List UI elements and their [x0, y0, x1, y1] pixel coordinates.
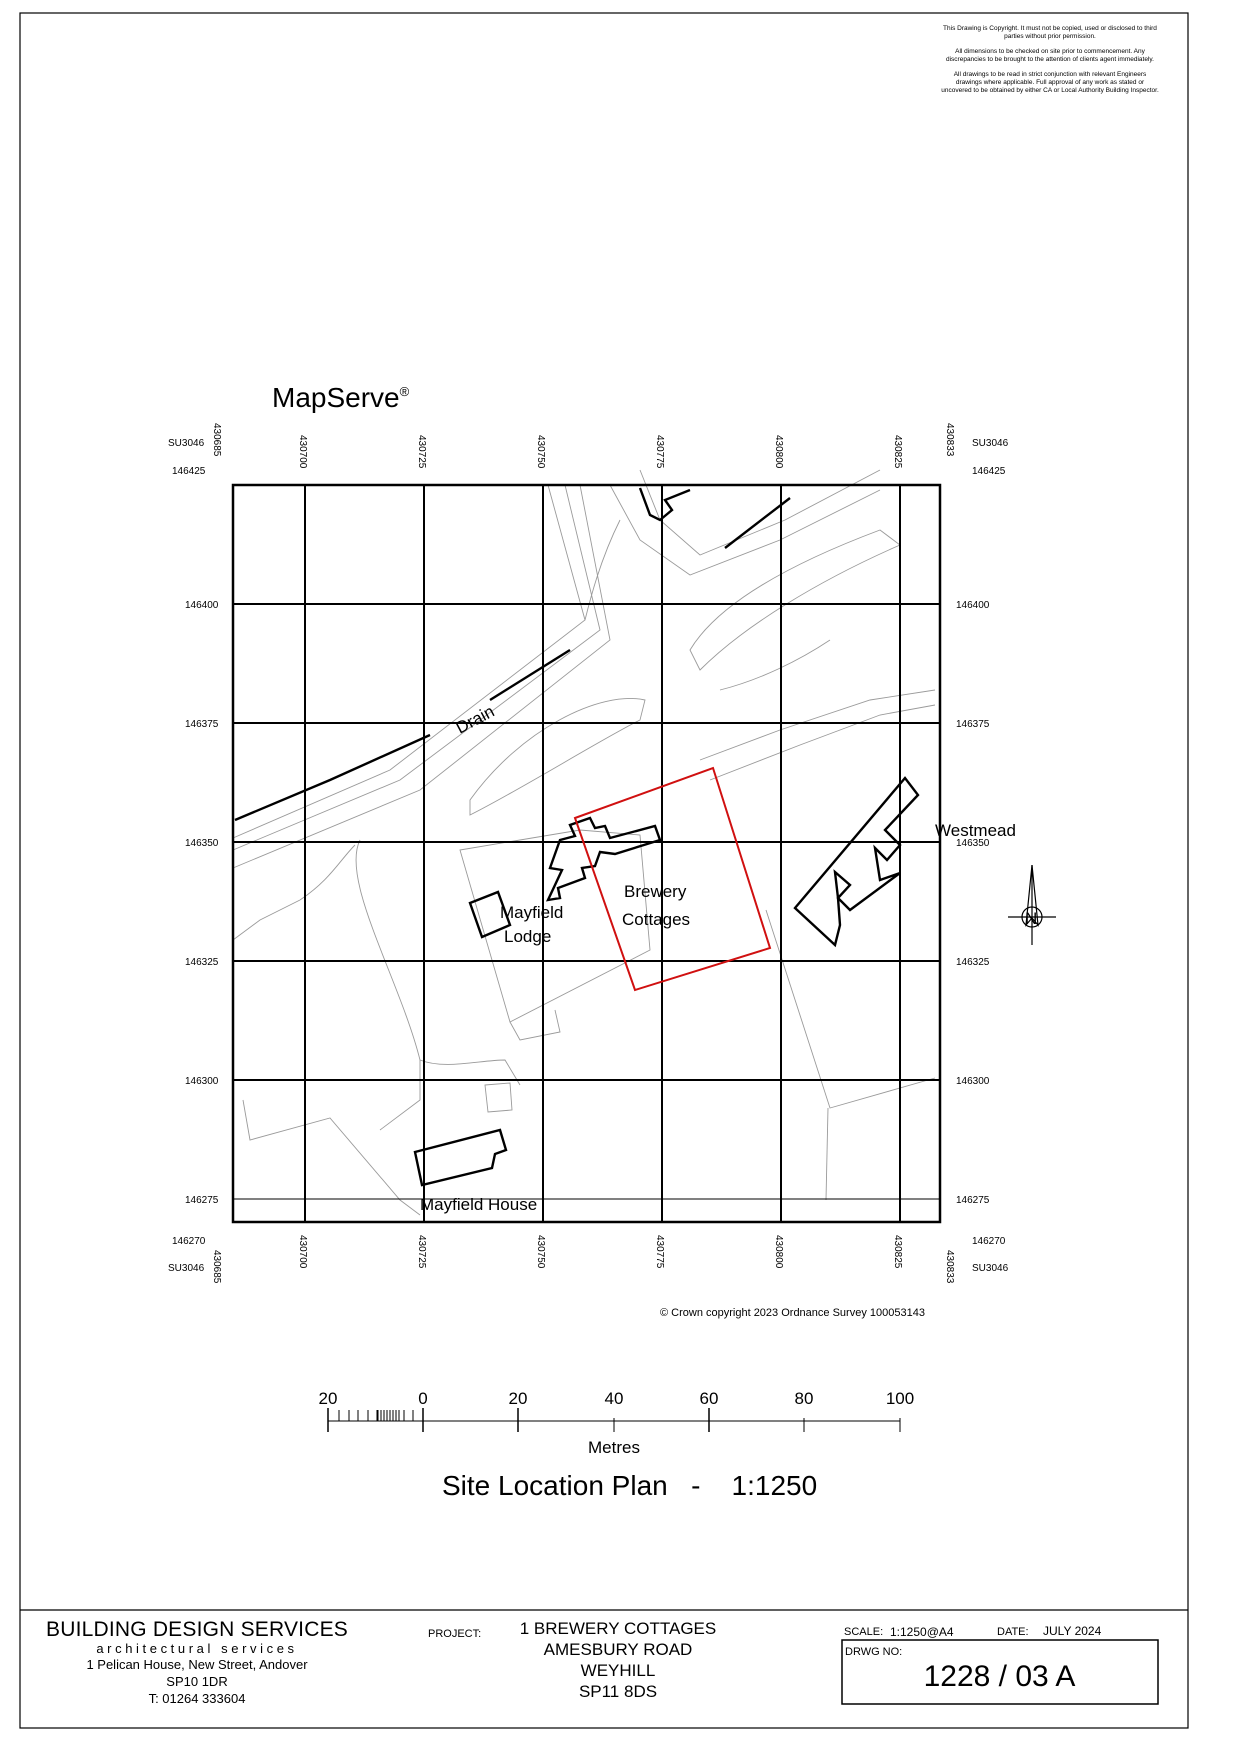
easting-label-top: 430775 [654, 435, 665, 469]
westmead-label: Westmead [935, 821, 1016, 840]
easting-label-top: 430725 [416, 435, 427, 469]
easting-label-bottom: 430725 [416, 1235, 427, 1269]
company-address-2: SP10 1DR [166, 1674, 228, 1689]
northing-label: 146325 [185, 957, 219, 968]
northing-top-right: 146425 [972, 466, 1006, 477]
scale-bar [328, 1408, 900, 1432]
drain-label: Drain [452, 701, 498, 738]
plan-title-sep: - [691, 1470, 701, 1501]
easting-label-top: 430800 [773, 435, 784, 469]
company-name: BUILDING DESIGN SERVICES [46, 1618, 348, 1641]
project-line: WEYHILL [580, 1661, 656, 1680]
easting-end-top: 430833 [944, 423, 955, 457]
mayfield-lodge-label-1: Mayfield [500, 903, 564, 922]
plan-title-scale: 1:1250 [731, 1470, 818, 1501]
square-ref-top-left: SU3046 [168, 438, 205, 449]
northing-label: 146300 [956, 1076, 990, 1087]
square-ref-bottom-left: SU3046 [168, 1263, 205, 1274]
drain-line [235, 735, 430, 820]
note-3: All drawings to be read in strict conjunction with relevant Engineers drawings where applicable. Full approval of any work as stated or uncovered to be obtained by either CA or Local Authority Building Inspector. [941, 71, 1159, 94]
northing-label: 146400 [185, 600, 219, 611]
project-line: 1 BREWERY COTTAGES [519, 1619, 717, 1638]
square-ref-bottom-right: SU3046 [972, 1263, 1009, 1274]
company-block [22, 1618, 372, 1707]
easting-start-top: 430685 [211, 423, 222, 457]
company-address-1: 1 Pelican House, New Street, Andover [86, 1657, 308, 1672]
easting-label-top: 430750 [535, 435, 546, 469]
mayfield-house-label: Mayfield House [420, 1195, 538, 1214]
easting-end-bottom: 430833 [944, 1250, 955, 1284]
scale-label: 40 [604, 1389, 624, 1408]
easting-label-top: 430700 [297, 435, 308, 469]
scale-label: 20 [508, 1389, 528, 1408]
scale-unit: Metres [588, 1438, 640, 1457]
date-label: DATE: [997, 1626, 1029, 1638]
mayfield-house-building [415, 1130, 506, 1185]
copyright-notes [940, 25, 1160, 102]
northing-label: 146375 [185, 719, 219, 730]
easting-label-bottom: 430775 [654, 1235, 665, 1269]
northing-label: 146350 [185, 838, 219, 849]
easting-label-bottom: 430825 [892, 1235, 903, 1269]
plan-title [442, 1470, 817, 1502]
northing-label: 146275 [956, 1195, 990, 1206]
company-phone: T: 01264 333604 [148, 1691, 246, 1706]
northing-label: 146325 [956, 957, 990, 968]
date-value: JULY 2024 [1043, 1624, 1102, 1638]
easting-start-bottom: 430685 [211, 1250, 222, 1284]
northing-bottom-left: 146270 [172, 1236, 206, 1247]
scale-bar-labels [319, 1389, 915, 1457]
northing-top-left: 146425 [172, 466, 206, 477]
north-arrow-icon [1008, 865, 1056, 945]
scale-label: 80 [794, 1389, 814, 1408]
project-block [498, 1618, 738, 1702]
project-line: SP11 8DS [578, 1682, 658, 1701]
site-boundary [575, 768, 770, 990]
easting-label-top: 430825 [892, 435, 903, 469]
brand-mark: ® [399, 384, 410, 399]
northing-bottom-right: 146270 [972, 1236, 1006, 1247]
company-subtitle: architectural services [96, 1641, 298, 1656]
northing-label: 146275 [185, 1195, 219, 1206]
easting-label-bottom: 430700 [297, 1235, 308, 1269]
project-label: PROJECT: [428, 1628, 482, 1640]
brand-name: MapServe [272, 382, 400, 413]
note-2: All dimensions to be checked on site prior to commencement. Any discrepancies to be brought to the attention of clients agent immediately. [945, 48, 1154, 63]
north-label: N [1025, 909, 1038, 928]
scale-label: 100 [885, 1389, 915, 1408]
mayfield-lodge-label-2: Lodge [504, 927, 552, 946]
project-line: AMESBURY ROAD [543, 1640, 693, 1659]
brewery-cottages-label-1: Brewery [624, 882, 687, 901]
scale-label-text: SCALE: [844, 1626, 884, 1638]
square-ref-top-right: SU3046 [972, 438, 1009, 449]
drain-line-2 [490, 650, 570, 700]
northing-label: 146300 [185, 1076, 219, 1087]
brewery-cottages-label-2: Cottages [622, 910, 691, 929]
drawing-number-label: DRWG NO: [845, 1646, 903, 1658]
map-labels [420, 702, 1016, 1214]
note-1: This Drawing is Copyright. It must not be copied, used or disclosed to third parties without prior permission. [943, 25, 1157, 40]
plan-title-text: Site Location Plan [442, 1470, 668, 1501]
easting-label-bottom: 430750 [535, 1235, 546, 1269]
scale-value: 1:1250@A4 [890, 1625, 954, 1639]
building-top-corner [640, 488, 690, 520]
easting-label-bottom: 430800 [773, 1235, 784, 1269]
scale-label: 0 [418, 1389, 428, 1408]
northing-label: 146350 [956, 838, 990, 849]
scale-label: 60 [699, 1389, 719, 1408]
northing-label: 146400 [956, 600, 990, 611]
scale-label: 20 [318, 1389, 338, 1408]
mapserve-logo [272, 382, 409, 414]
northing-label: 146375 [956, 719, 990, 730]
drawing-number: 1228 / 03 A [923, 1660, 1076, 1693]
os-copyright: © Crown copyright 2023 Ordnance Survey 100053143 [660, 1307, 925, 1319]
